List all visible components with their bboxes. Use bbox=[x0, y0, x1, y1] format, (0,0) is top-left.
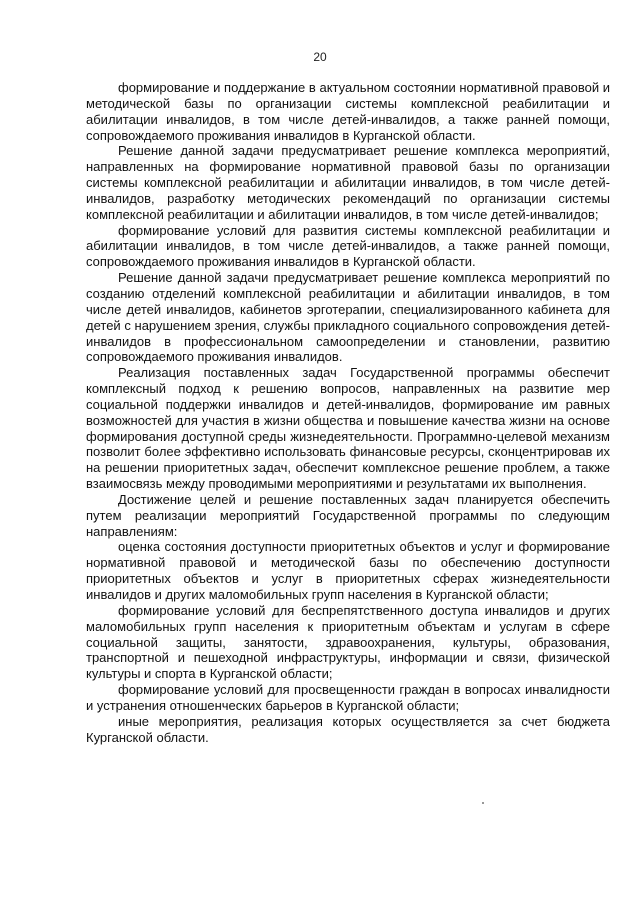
paragraph-rehabilitation-conditions: формирование условий для развития системы комплексной реабилитации и абилитации инвалидов, в том числе детей-инвалидов, а также ранней помощи, сопровождаемого проживания инвалидов в Курганской области. bbox=[86, 222, 610, 270]
paragraph-other-measures: иные мероприятия, реализация которых осуществляется за счет бюджета Курганской области. bbox=[86, 713, 610, 745]
paragraph-public-awareness: формирование условий для просвещенности граждан в вопросах инвалидности и устранения отношенческих барьеров в Курганской области; bbox=[86, 682, 610, 713]
paragraph-goals-directions: Достижение целей и решение поставленных задач планируется обеспечить путем реализации мероприятий Государственной программы по следующим направлениям: bbox=[86, 491, 610, 539]
page-number: 20 bbox=[313, 50, 327, 64]
paragraph-task-solution-normative: Решение данной задачи предусматривает решение комплекса мероприятий, направленных на формирование нормативной правовой базы по организации системы комплексной реабилитации и абилитации инвалидов, в том числе детей-инвалидов, разработку методических рекомендаций по организации системы комплексной реабилитации и абилитации инвалидов, в том числе детей-инвалидов; bbox=[86, 143, 610, 222]
paragraph-program-implementation: Реализация поставленных задач Государственной программы обеспечит комплексный подход к решению вопросов, направленных на развитие мер социальной поддержки инвалидов и детей-инвалидов, формирование им равных возможностей для участия в жизни общества и повышение качества жизни на основе формирования доступной среды жизнедеятельности. Программно-целевой механизм позволит более эффективно использовать финансовые ресурсы, сконцентрировав их на решении приоритетных задач, обеспечит комплексное решение проблем, а также взаимосвязь между проводимыми мероприятиями и результатами их выполнения. bbox=[86, 365, 610, 492]
paragraph-accessibility-assessment: оценка состояния доступности приоритетных объектов и услуг и формирование нормативной правовой и методической базы по обеспечению доступности приоритетных объектов и услуг в приоритетных сферах жизнедеятельности инвалидов и других маломобильных групп населения в Курганской области; bbox=[86, 539, 610, 602]
scan-speck bbox=[482, 802, 484, 804]
body-text bbox=[86, 80, 610, 745]
paragraph-normative-base: формирование и поддержание в актуальном состоянии нормативной правовой и методической базы по организации системы комплексной реабилитации и абилитации инвалидов, в том числе детей-инвалидов, а также ранней помощи, сопровождаемого проживания инвалидов в Курганской области. bbox=[86, 80, 610, 143]
paragraph-barrier-free-access: формирование условий для беспрепятственного доступа инвалидов и других маломобильных групп населения к приоритетным объектам и услугам в сфере социальной защиты, занятости, здравоохранения, культуры, образования, транспортной и пешеходной инфраструктуры, информации и связи, физической культуры и спорта в Курганской области; bbox=[86, 602, 610, 682]
paragraph-task-solution-departments: Решение данной задачи предусматривает решение комплекса мероприятий по созданию отделений комплексной реабилитации и абилитации инвалидов, в том числе детей инвалидов, кабинетов эрготерапии, специализированного кабинета для детей с нарушением зрения, службы прикладного социального сопровождения детей-инвалидов в профессиональном самоопределении и становлении, развитию сопровождаемого проживания инвалидов. bbox=[86, 270, 610, 365]
